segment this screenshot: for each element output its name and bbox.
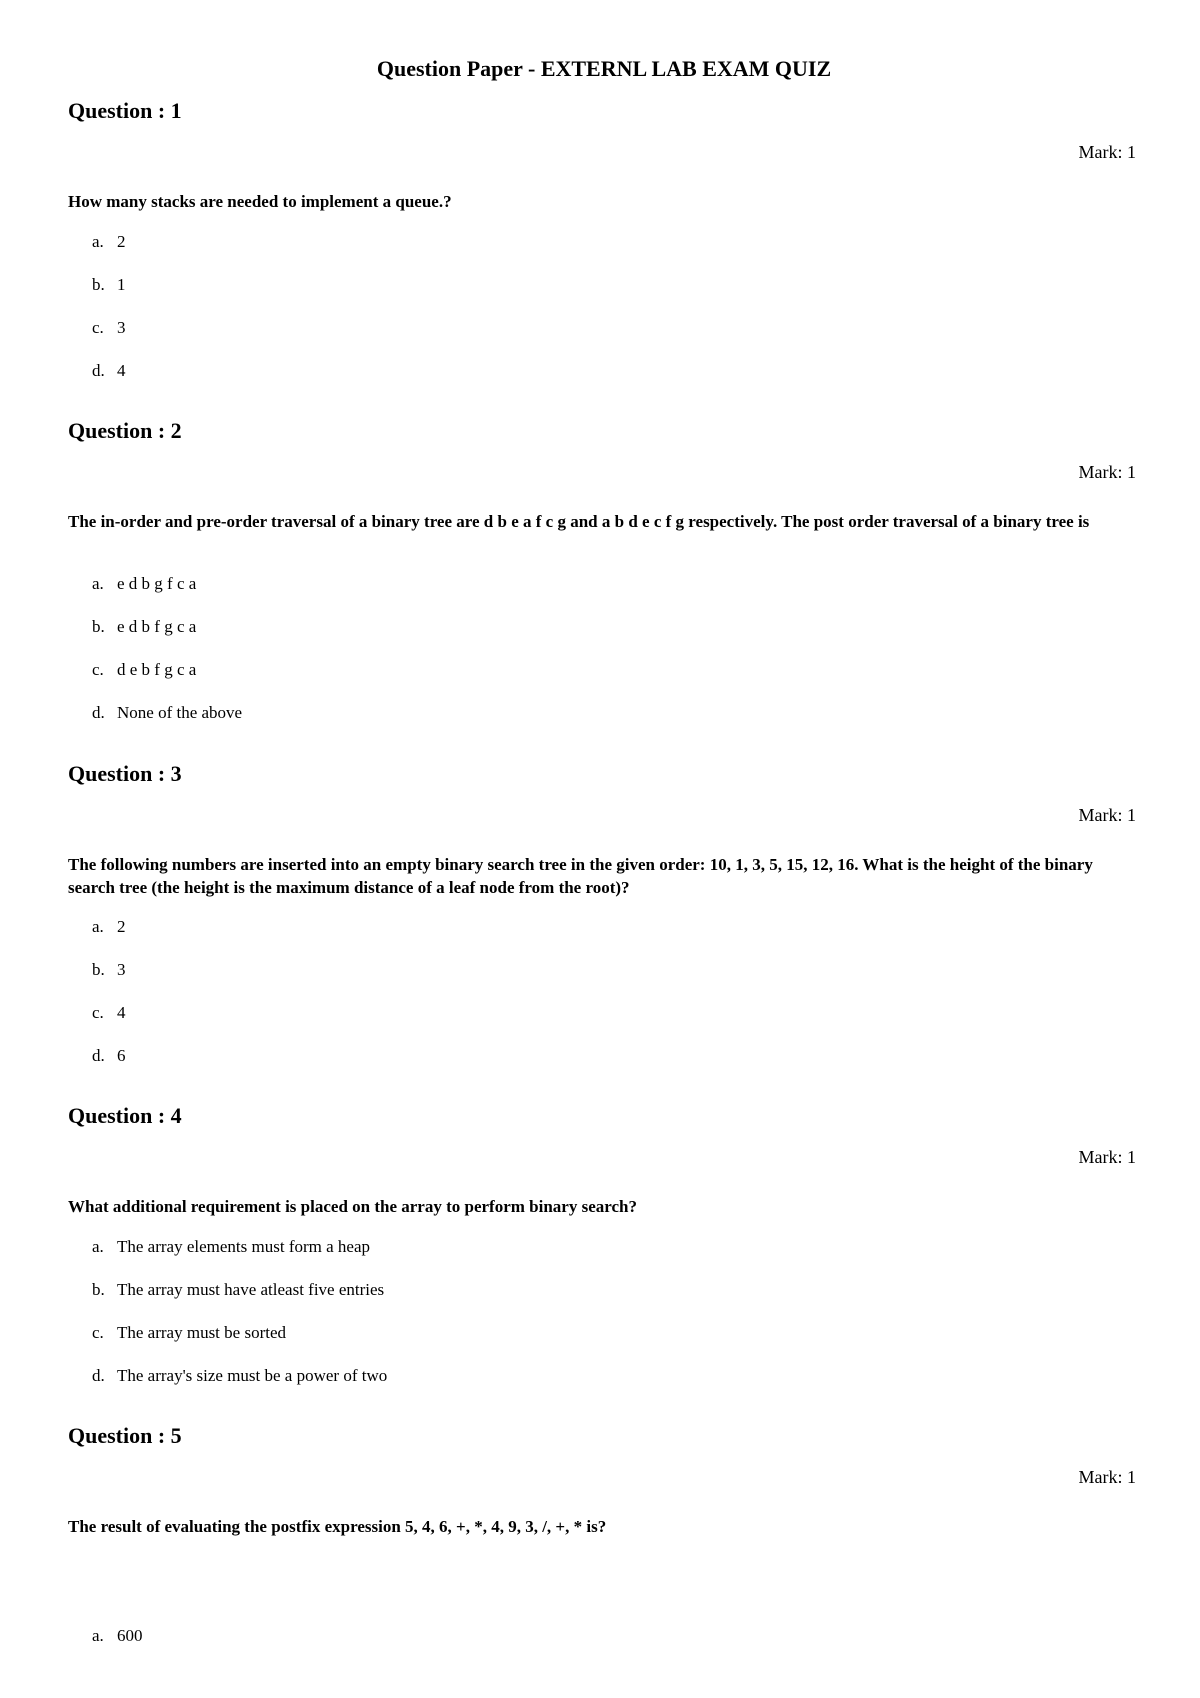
option-text: 6 [117, 1046, 126, 1065]
option-text: None of the above [117, 703, 243, 722]
question-mark: Mark: 1 [1078, 462, 1136, 482]
options-list [92, 574, 242, 746]
question-text: How many stacks are needed to implement a queue.? [68, 192, 452, 211]
option-letter: b. [92, 275, 105, 294]
option-text: The array must be sorted [117, 1323, 286, 1342]
options-list [92, 1626, 143, 1669]
question-heading: Question : 2 [68, 418, 182, 443]
option-b [92, 960, 126, 1003]
option-c [92, 660, 242, 703]
option-d [92, 1046, 126, 1089]
option-c [92, 1003, 126, 1046]
option-c [92, 1323, 387, 1366]
question-text: What additional requirement is placed on the array to perform binary search? [68, 1197, 638, 1216]
option-letter: b. [92, 617, 105, 636]
option-a [92, 917, 126, 960]
option-letter: a. [92, 1237, 104, 1256]
question-mark: Mark: 1 [1078, 1147, 1136, 1167]
question-heading: Question : 5 [68, 1423, 182, 1448]
question-block-5 [68, 1421, 1140, 1645]
option-b [92, 1280, 387, 1323]
option-text: 4 [117, 361, 126, 380]
document-title: Question Paper - EXTERNL LAB EXAM QUIZ [376, 56, 832, 81]
option-b [92, 275, 126, 318]
option-letter: b. [92, 960, 105, 979]
option-letter: c. [92, 1003, 104, 1022]
option-letter: a. [92, 1626, 104, 1645]
question-block-1 [68, 96, 1140, 380]
option-text: 3 [117, 960, 126, 979]
option-text: 600 [117, 1626, 143, 1645]
question-heading: Question : 1 [68, 98, 182, 123]
option-text: The array elements must form a heap [117, 1237, 371, 1256]
option-letter: c. [92, 1323, 104, 1342]
option-d [92, 1366, 387, 1409]
question-heading: Question : 3 [68, 761, 182, 786]
question-text: The in-order and pre-order traversal of a binary tree are d b e a f c g and a b d e c f g respectively. The post order traversal of a binary tree is [68, 512, 1090, 531]
options-list [92, 917, 126, 1089]
option-text: The array must have atleast five entries [117, 1280, 385, 1299]
option-d [92, 703, 242, 746]
option-text: 4 [117, 1003, 126, 1022]
option-text: The array's size must be a power of two [117, 1366, 388, 1385]
question-mark: Mark: 1 [1078, 1467, 1136, 1487]
question-block-3 [68, 759, 1140, 1065]
option-c [92, 318, 126, 361]
option-letter: d. [92, 1366, 105, 1385]
option-letter: c. [92, 318, 104, 337]
option-a [92, 232, 126, 275]
document-page [68, 0, 1140, 1698]
option-a [92, 1626, 143, 1669]
option-b [92, 617, 242, 660]
question-mark: Mark: 1 [1078, 805, 1136, 825]
option-text: 1 [117, 275, 126, 294]
question-block-4 [68, 1101, 1140, 1385]
question-text: The following numbers are inserted into an empty binary search tree in the given order: 10, 1, 3, 5, 15, 12, 16. What is the height of the binary search tree (the height is the maximum distance of a leaf node from the root)? [68, 855, 1093, 897]
options-list [92, 1237, 387, 1409]
option-text: e d b f g c a [117, 617, 197, 636]
question-heading: Question : 4 [68, 1103, 182, 1128]
option-letter: a. [92, 917, 104, 936]
option-letter: a. [92, 574, 104, 593]
option-letter: d. [92, 703, 105, 722]
option-letter: b. [92, 1280, 105, 1299]
option-letter: d. [92, 1046, 105, 1065]
option-letter: a. [92, 232, 104, 251]
option-a [92, 1237, 387, 1280]
option-a [92, 574, 242, 617]
question-block-2 [68, 416, 1140, 722]
option-text: 3 [117, 318, 126, 337]
option-text: 2 [117, 232, 126, 251]
option-text: e d b g f c a [117, 574, 197, 593]
option-letter: c. [92, 660, 104, 679]
option-letter: d. [92, 361, 105, 380]
options-list [92, 232, 126, 404]
option-text: d e b f g c a [117, 660, 197, 679]
option-d [92, 361, 126, 404]
question-text: The result of evaluating the postfix expression 5, 4, 6, +, *, 4, 9, 3, /, +, * is? [68, 1517, 607, 1536]
option-text: 2 [117, 917, 126, 936]
question-mark: Mark: 1 [1078, 142, 1136, 162]
